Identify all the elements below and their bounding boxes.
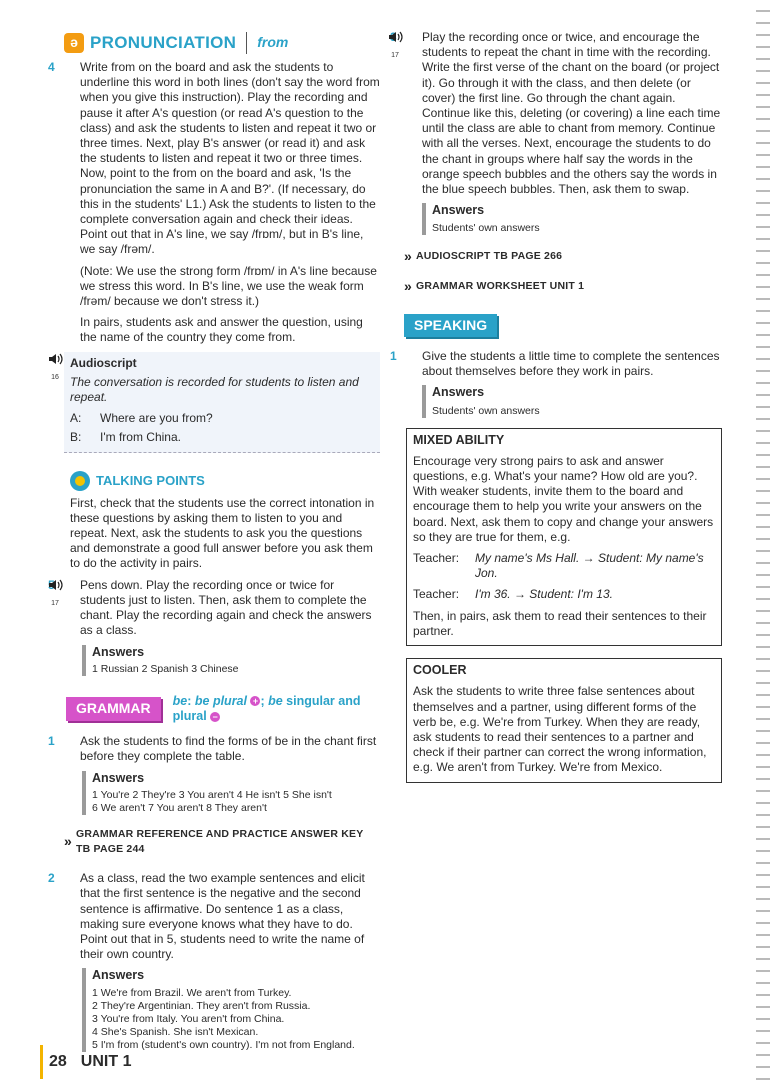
pronunciation-title: PRONUNCIATION [90,33,237,53]
left-column [46,30,380,1060]
talking-points-header [70,471,380,491]
track-number: 16 [51,373,59,381]
grammar-step-1 [46,734,380,815]
answers-box [422,385,722,417]
step-text: Give the students a little time to complete the sentences about themselves before they work in pairs. [422,349,720,379]
page-number: 28 [49,1053,67,1071]
answer-line: 1 We're from Brazil. We aren't from Turkey. [92,986,292,999]
step-number [406,30,422,45]
audioscript-section [46,352,380,453]
binding-spine [756,0,770,1080]
step-5 [46,578,380,676]
schwa-icon: ə [64,33,84,53]
answer-line: 4 She's Spanish. She isn't Mexican. [92,1025,259,1038]
speaker-icon [47,352,63,366]
chevron-right-icon: » [404,248,412,265]
example-row: Teacher: I'm 36. → Student: I'm 13. [413,587,613,602]
answers-title: Answers [92,644,145,659]
answer-line: 5 I'm from (student's own country). I'm not from England. [92,1038,355,1051]
speaking-header [386,314,722,337]
pron-pairs: In pairs, students ask and answer the question, using the name of the country they come from. [80,315,363,345]
chevron-right-icon: » [64,833,72,850]
mixed-ability-text: Encourage very strong pairs to ask and answer questions, e.g. What's your name? How old are you?. With weaker students, invite them to the board and encourage them to help you write your answers on the board. Next, ask them to copy and change your answers so they are true for them, e.g. [413,453,714,544]
right-column [386,30,722,783]
step-text: Write from on the board and ask the students to underline this word in both lines (don't say the word from when you give this instruction). Play the recording and pause it after A's question (or read A's question to the class) and ask the students to listen and repeat it two or three times. Next, play B's answer (or read it) and ask the students to listen and repeat it two or three times. Now, point to the from on the board and ask, 'Is the pronunciation the same in A and B?'. (If necessary, do this in the students' L1.) Ask the students to listen to the complete conversation again and check their ideas. Point out that in A's line, we say /frɒm/, but in B's line, we say /frəm/. [80,60,380,257]
unit-label: UNIT 1 [80,1053,132,1071]
cooler-title: COOLER [413,663,467,678]
audioscript-reference-link[interactable]: » AUDIOSCRIPT TB PAGE 266 [404,248,563,265]
step-number [64,578,80,593]
mixed-ability-title: MIXED ABILITY [413,432,505,447]
step-3 [386,30,722,235]
pron-note: (Note: We use the strong form /frɒm/ in A's line because we stress this word. In B's line, we use the weak form /frəm/ because we don't stress it.) [80,263,377,309]
answers-title: Answers [92,770,145,785]
step-text: As a class, read the two example sentences and elicit that the first sentence is the negative and the second sentence is affirmative. Do sentence 1 as a class, making sure everyone knows what they have to do. Point out that in 5, students need to write the name of their own country. [80,871,365,962]
speaking-step-1 [386,349,722,418]
grammar-step-2 [46,871,380,1051]
speaking-label: SPEAKING [404,314,497,337]
cooler-box [406,658,722,782]
answers-title: Answers [432,385,485,400]
talking-points-title: TALKING POINTS [96,473,205,489]
footer-accent-bar [40,1045,43,1079]
audioscript-title: Audioscript [70,355,137,370]
step-number: 4 [48,60,55,74]
answers-title: Answers [92,968,145,983]
grammar-subtitle: be: be plural + ; be singular and plural − [172,693,361,723]
track-number: 17 [391,52,399,60]
speech-bubble-icon [70,471,90,491]
talking-points [46,471,380,572]
example-row: Teacher: My name's Ms Hall. → Student: My name's Jon. [413,551,704,581]
step-text: Play the recording once or twice, and encourage the students to repeat the chant in time with the recording. Write the first verse of the chant on the board (or project it). Go through it with the class, and then delete (or cover) the first line. Go through the chant again. Continue like this, deleting (or covering) a line each time until the class are able to chant from memory. Continue with all the verses. Next, encourage the students to do the chant in groups where half say the words in the orange speech bubbles and the others say the words in the blue speech bubbles. Then, ask them to swap. [422,30,721,197]
answer-line: 3 You're from Italy. You aren't from China. [92,1012,285,1025]
answers-box [82,645,380,676]
step-number: 1 [390,349,397,364]
talking-points-text: First, check that the students use the correct intonation in these questions by asking them to listen to you and repeat. Next, ask the students to ask you the questions and demonstrate a good full answer before you ask them to do the activity in pairs. [70,495,375,571]
audio-track-17[interactable] [386,30,404,63]
pronunciation-header [64,30,380,56]
answer-line: 2 They're Argentinian. They aren't from Russia. [92,999,311,1012]
audio-track-17[interactable] [46,578,64,611]
answers-text: Students' own answers [432,404,540,417]
answers-text: 6 We aren't 7 You aren't 8 They aren't [92,801,267,814]
audioscript-intro: The conversation is recorded for students to listen and repeat. [70,374,359,405]
answers-box [82,771,380,815]
track-number: 17 [51,599,59,607]
pron-step-4 [46,60,380,346]
step-text: Ask the students to find the forms of be in the chant first before they complete the table. [80,734,377,764]
plus-icon: + [250,696,260,706]
audioscript-line: A: Where are you from? [70,411,213,426]
answers-box [82,968,380,1051]
cooler-text: Ask the students to write three false sentences about themselves and a partner, using different forms of the verb be, e.g. We're from Turkey. When they are ready, ask students to read their sentences to a partner and check if their partner can correct the wrong information, e.g. We aren't from Turkey. We're from Mexico. [413,684,707,775]
answers-box [422,203,722,235]
grammar-label: GRAMMAR [66,697,161,720]
speaker-icon [387,30,403,44]
mixed-ability-outro: Then, in pairs, ask them to read their sentences to their partner. [413,608,707,638]
grammar-worksheet-link[interactable]: » GRAMMAR WORKSHEET UNIT 1 [404,277,585,294]
answers-text: Students' own answers [432,222,540,235]
pronunciation-word: from [257,34,289,51]
grammar-header [46,694,380,724]
grammar-reference-link[interactable]: » GRAMMAR REFERENCE AND PRACTICE ANSWER KEY TB PAGE 244 [64,827,364,855]
chevron-right-icon: » [404,277,412,294]
answers-title: Answers [432,203,485,218]
speaker-icon [47,578,63,592]
step-number: 1 [48,734,55,749]
audioscript-box [64,352,380,453]
audio-track-16[interactable] [46,352,64,385]
step-number: 2 [48,871,55,886]
page-footer [40,1044,131,1080]
step-text: Pens down. Play the recording once or twice for students just to listen. Then, ask them to complete the chant. Play the recording again and check the answers as a class. [80,577,372,638]
mixed-ability-box [406,428,722,646]
divider [246,32,247,54]
minus-icon: − [210,712,220,722]
answers-text: 1 Russian 2 Spanish 3 Chinese [92,662,239,675]
answers-text: 1 You're 2 They're 3 You aren't 4 He isn't 5 She isn't [92,788,332,801]
audioscript-line: B: I'm from China. [70,430,181,445]
